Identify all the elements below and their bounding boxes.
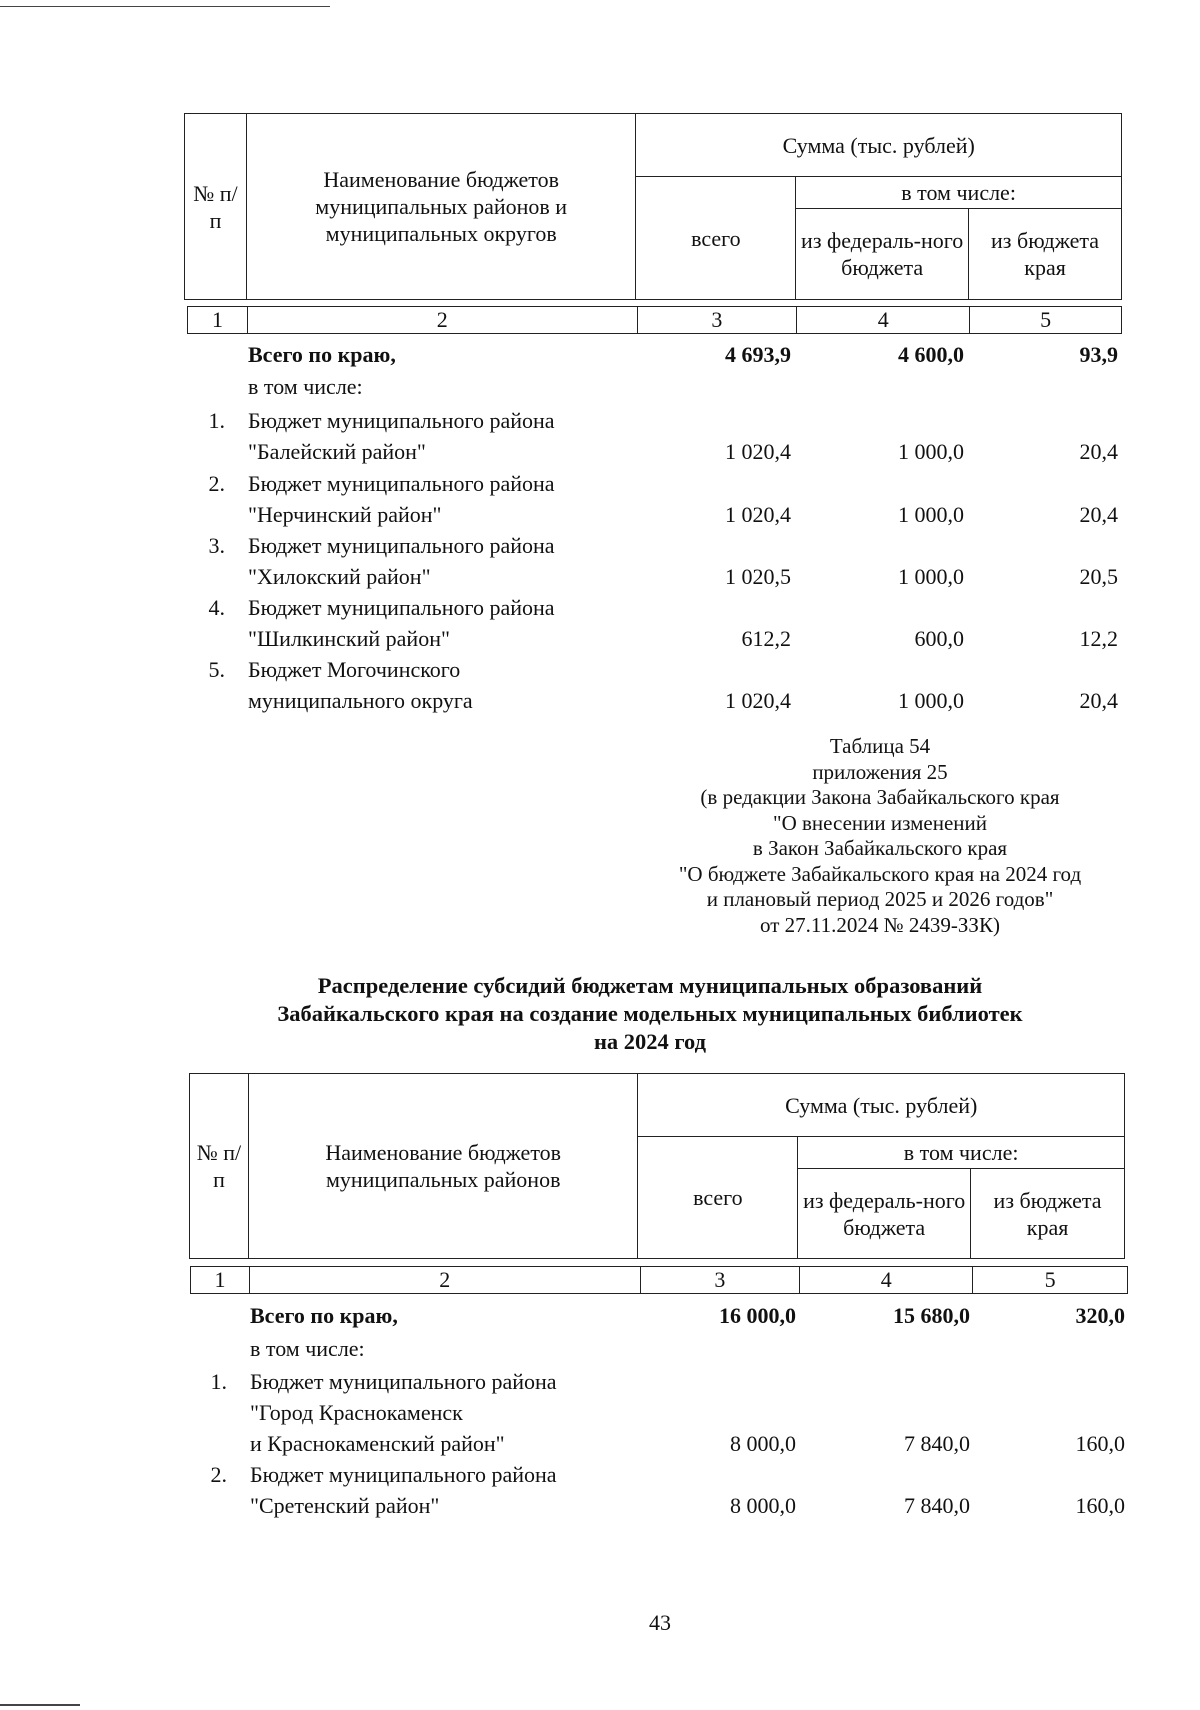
row-regional: 93,9 bbox=[1079, 342, 1118, 367]
row-total: 1 020,5 bbox=[725, 564, 791, 589]
header-sum: Сумма (тыс. рублей) bbox=[636, 114, 1122, 177]
table-row bbox=[0, 592, 1200, 654]
row-number: 3. bbox=[208, 533, 225, 558]
colnum-4: 4 bbox=[800, 1267, 973, 1294]
row-name-line2: "Хилокский район" bbox=[248, 564, 431, 589]
row-federal: 4 600,0 bbox=[898, 342, 964, 367]
row-regional: 20,4 bbox=[1079, 439, 1118, 464]
title-line: Забайкальского края на создание модельных муниципальных библиотек bbox=[277, 1001, 1023, 1026]
row-name-line2: "Шилкинский район" bbox=[248, 626, 450, 651]
row-regional: 20,5 bbox=[1079, 564, 1118, 589]
header-total: всего bbox=[638, 1137, 798, 1259]
header-regional: из бюджета края bbox=[971, 1169, 1125, 1259]
row-name-line1: Бюджет муниципального района bbox=[248, 471, 555, 496]
row-name: Всего по краю, bbox=[250, 1303, 398, 1328]
header-total: всего bbox=[636, 177, 796, 300]
header-num: № п/п bbox=[185, 114, 247, 300]
row-federal: 1 000,0 bbox=[898, 564, 964, 589]
row-name-line2: "Нерчинский район" bbox=[248, 502, 442, 527]
row-number: 1. bbox=[208, 408, 225, 433]
header-regional: из бюджета края bbox=[969, 209, 1122, 300]
row-federal: 7 840,0 bbox=[904, 1493, 970, 1518]
title-line: Распределение субсидий бюджетам муниципальных образований bbox=[317, 973, 983, 998]
row-number: 1. bbox=[210, 1369, 227, 1394]
row-name-line3: и Краснокаменский район" bbox=[250, 1431, 505, 1456]
row-name-line2: муниципального округа bbox=[248, 688, 473, 713]
row-total: 612,2 bbox=[741, 626, 791, 651]
notice-line: от 27.11.2024 № 2439-ЗЗК) bbox=[760, 912, 1000, 937]
table2-header bbox=[189, 1073, 1125, 1259]
notice-line: в Закон Забайкальского края bbox=[752, 836, 1008, 860]
row-regional: 12,2 bbox=[1079, 626, 1118, 651]
row-name-line1: Бюджет муниципального района bbox=[250, 1462, 557, 1487]
row-federal: 1 000,0 bbox=[898, 688, 964, 713]
header-name: Наименование бюджетов муниципальных районов bbox=[248, 1074, 638, 1259]
row-regional: 20,4 bbox=[1079, 688, 1118, 713]
row-regional: 160,0 bbox=[1075, 1431, 1125, 1456]
row-name-line2: "Сретенский район" bbox=[250, 1493, 440, 1518]
row-number: 4. bbox=[208, 595, 225, 620]
header-num: № п/п bbox=[190, 1074, 249, 1259]
row-total: 16 000,0 bbox=[719, 1303, 796, 1328]
header-including: в том числе: bbox=[796, 177, 1122, 209]
colnum-3: 3 bbox=[640, 1267, 800, 1294]
table1-column-numbers bbox=[187, 306, 1122, 334]
scan-edge-line-top bbox=[0, 6, 330, 7]
notice-line: "О бюджете Забайкальского края на 2024 год bbox=[678, 861, 1082, 886]
row-federal: 1 000,0 bbox=[898, 502, 964, 527]
colnum-1: 1 bbox=[191, 1267, 250, 1294]
header-federal: из федераль-ного бюджета bbox=[796, 209, 969, 300]
row-total: 1 020,4 bbox=[725, 439, 791, 464]
row-total: 8 000,0 bbox=[730, 1431, 796, 1456]
table-notice bbox=[640, 734, 1120, 938]
header-federal: из федераль-ного бюджета bbox=[798, 1169, 971, 1259]
colnum-5: 5 bbox=[970, 307, 1122, 334]
row-name-line1: Бюджет муниципального района bbox=[248, 533, 555, 558]
header-including: в том числе: bbox=[798, 1137, 1125, 1169]
row-name-line1: Бюджет Могочинского bbox=[248, 657, 461, 682]
colnum-5: 5 bbox=[973, 1267, 1128, 1294]
row-number: 5. bbox=[208, 657, 225, 682]
document-title bbox=[180, 972, 1120, 1056]
table2-column-numbers bbox=[190, 1266, 1128, 1294]
row-total: 4 693,9 bbox=[725, 342, 791, 367]
row-name-line1: Бюджет муниципального района bbox=[248, 408, 555, 433]
including-label: в том числе: bbox=[248, 374, 363, 399]
row-federal: 600,0 bbox=[914, 626, 964, 651]
colnum-2: 2 bbox=[249, 1267, 640, 1294]
colnum-1: 1 bbox=[188, 307, 248, 334]
row-total: 8 000,0 bbox=[730, 1493, 796, 1518]
row-name: Всего по краю, bbox=[248, 342, 396, 367]
table-row bbox=[0, 1366, 1200, 1459]
row-number: 2. bbox=[210, 1462, 227, 1487]
page-number: 43 bbox=[649, 1610, 671, 1635]
title-line: на 2024 год bbox=[593, 1029, 707, 1054]
row-federal: 15 680,0 bbox=[893, 1303, 970, 1328]
table-row bbox=[0, 654, 1200, 716]
table-row bbox=[0, 468, 1200, 530]
row-regional: 320,0 bbox=[1075, 1303, 1125, 1328]
row-name-line1: Бюджет муниципального района bbox=[250, 1369, 557, 1394]
colnum-2: 2 bbox=[247, 307, 637, 334]
header-name: Наименование бюджетов муниципальных районов и муниципальных округов bbox=[246, 114, 636, 300]
row-total: 1 020,4 bbox=[725, 502, 791, 527]
table-row bbox=[0, 530, 1200, 592]
colnum-4: 4 bbox=[797, 307, 970, 334]
including-label: в том числе: bbox=[250, 1336, 365, 1361]
notice-line: и плановый период 2025 и 2026 годов" bbox=[706, 887, 1054, 911]
header-sum: Сумма (тыс. рублей) bbox=[638, 1074, 1125, 1137]
row-number: 2. bbox=[208, 471, 225, 496]
notice-line: Таблица 54 bbox=[829, 734, 931, 758]
notice-line: (в редакции Закона Забайкальского края bbox=[700, 785, 1060, 809]
row-total: 1 020,4 bbox=[725, 688, 791, 713]
row-name-line2: "Балейский район" bbox=[248, 439, 426, 464]
row-federal: 7 840,0 bbox=[904, 1431, 970, 1456]
table-row bbox=[0, 405, 1200, 467]
row-regional: 160,0 bbox=[1075, 1493, 1125, 1518]
scan-edge-line-bottom bbox=[0, 1704, 80, 1706]
row-federal: 1 000,0 bbox=[898, 439, 964, 464]
notice-line: "О внесении изменений bbox=[773, 810, 987, 835]
table1-header bbox=[184, 113, 1122, 300]
colnum-3: 3 bbox=[637, 307, 797, 334]
row-name-line1: Бюджет муниципального района bbox=[248, 595, 555, 620]
row-name-line2: "Город Краснокаменск bbox=[250, 1400, 463, 1425]
row-regional: 20,4 bbox=[1079, 502, 1118, 527]
table-row bbox=[0, 1459, 1200, 1521]
notice-line: приложения 25 bbox=[812, 759, 948, 784]
